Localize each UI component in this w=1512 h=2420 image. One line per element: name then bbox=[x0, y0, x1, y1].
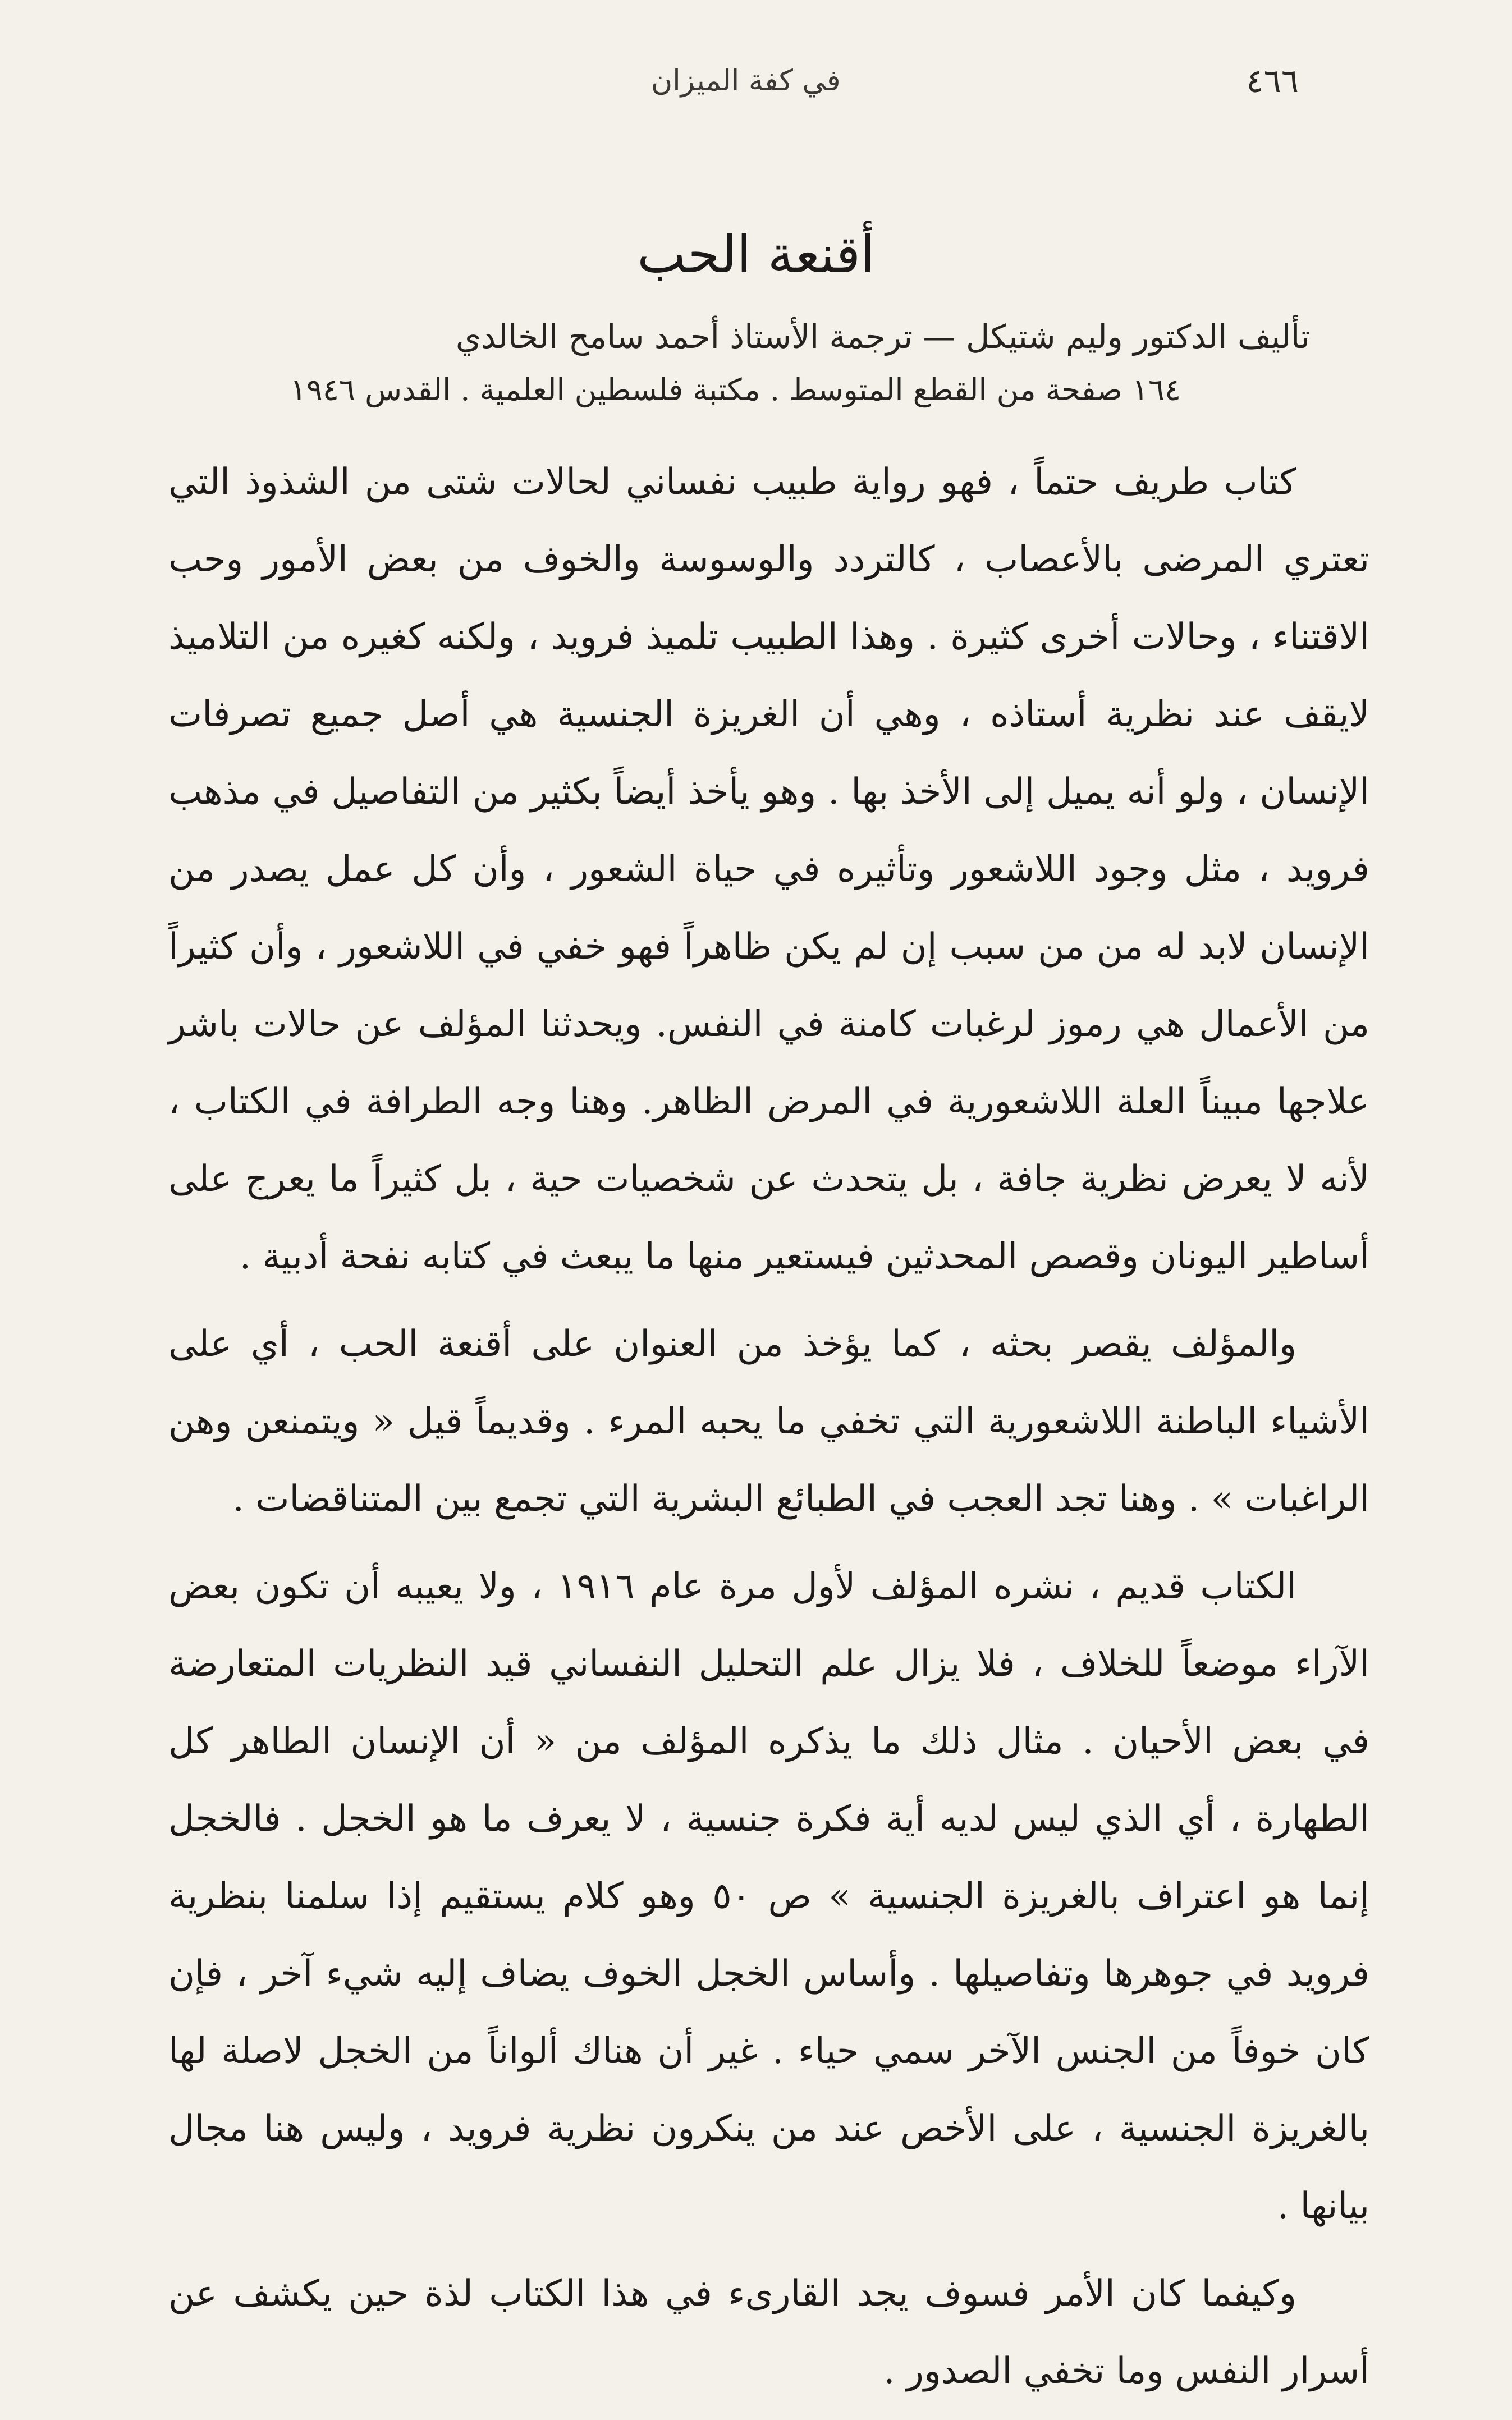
body-paragraph: والمؤلف يقصر بحثه ، كما يؤخذ من العنوان على أقنعة الحب ، أي على الأشياء الباطنة اللاشعورية التي تخفي ما يحبه المرء . وقديماً قيل « ويتمنعن وهن الراغبات » . وهنا تجد العجب في الطبائع البشرية التي تجمع بين المتناقضات . bbox=[168, 1323, 1370, 1520]
article-byline: تأليف الدكتور وليم شتيكل — ترجمة الأستاذ أحمد سامح الخالدي bbox=[455, 318, 1310, 356]
body-paragraph: كتاب طريف حتماً ، فهو رواية طبيب نفساني لحالات شتى من الشذوذ التي تعتري المرضى بالأعصاب ، كالتردد والوسوسة والخوف من بعض الأمور وحب الاقتناء ، وحالات أخرى كثيرة . وهذا الطبيب تلميذ فرويد ، ولكنه كغيره من التلاميذ لايقف عند نظرية أستاذه ، وهي أن الغريزة الجنسية هي أصل جميع تصرفات الإنسان ، ولو أنه يميل إلى الأخذ بها . وهو يأخذ أيضاً بكثير من التفاصيل في مذهب فرويد ، مثل وجود اللاشعور وتأثيره في حياة الشعور ، وأن كل عمل يصدر من الإنسان لابد له من من سبب إن لم يكن ظاهراً فهو خفي في اللاشعور ، وأن كثيراً من الأعمال هي رموز لرغبات كامنة في النفس. ويحدثنا المؤلف عن حالات باشر علاجها مبيناً العلة اللاشعورية في المرض الظاهر. وهنا وجه الطرافة في الكتاب ، لأنه لا يعرض نظرية جافة ، بل يتحدث عن شخصيات حية ، بل كثيراً ما يعرج على أساطير اليونان وقصص المحدثين فيستعير منها ما يبعث في كتابه نفحة أدبية . bbox=[168, 461, 1369, 1277]
publication-info: ١٦٤ صفحة من القطع المتوسط . مكتبة فلسطين العلمية . القدس ١٩٤٦ bbox=[290, 372, 1181, 407]
article-title: أقنعة الحب bbox=[637, 224, 875, 285]
running-head bbox=[168, 62, 1299, 112]
body-paragraph: وكيفما كان الأمر فسوف يجد القارىء في هذا الكتاب لذة حين يكشف عن أسرار النفس وما تخفي الصدور . bbox=[168, 2273, 1369, 2392]
article-body bbox=[168, 443, 1369, 2420]
body-paragraph: الكتاب قديم ، نشره المؤلف لأول مرة عام ١٩١٦ ، ولا يعيبه أن تكون بعض الآراء موضعاً للخلاف ، فلا يزال علم التحليل النفساني قيد النظريات المتعارضة في بعض الأحيان . مثال ذلك ما يذكره المؤلف من « أن الإنسان الطاهر كل الطهارة ، أي الذي ليس لديه أية فكرة جنسية ، لا يعرف ما هو الخجل . فالخجل إنما هو اعتراف بالغريزة الجنسية » ص ٥٠ وهو كلام يستقيم إذا سلمنا بنظرية فرويد في جوهرها وتفاصيلها . وأساس الخجل الخوف يضاف إليه شيء آخر ، فإن كان خوفاً من الجنس الآخر سمي حياء . غير أن هناك ألواناً من الخجل لاصلة لها بالغريزة الجنسية ، على الأخص عند من ينكرون نظرية فرويد ، وليس هنا مجال بيانها . bbox=[168, 1566, 1370, 2227]
running-head-title: في كفة الميزان bbox=[651, 64, 841, 98]
page-number: ٤٦٦ bbox=[1246, 62, 1299, 100]
